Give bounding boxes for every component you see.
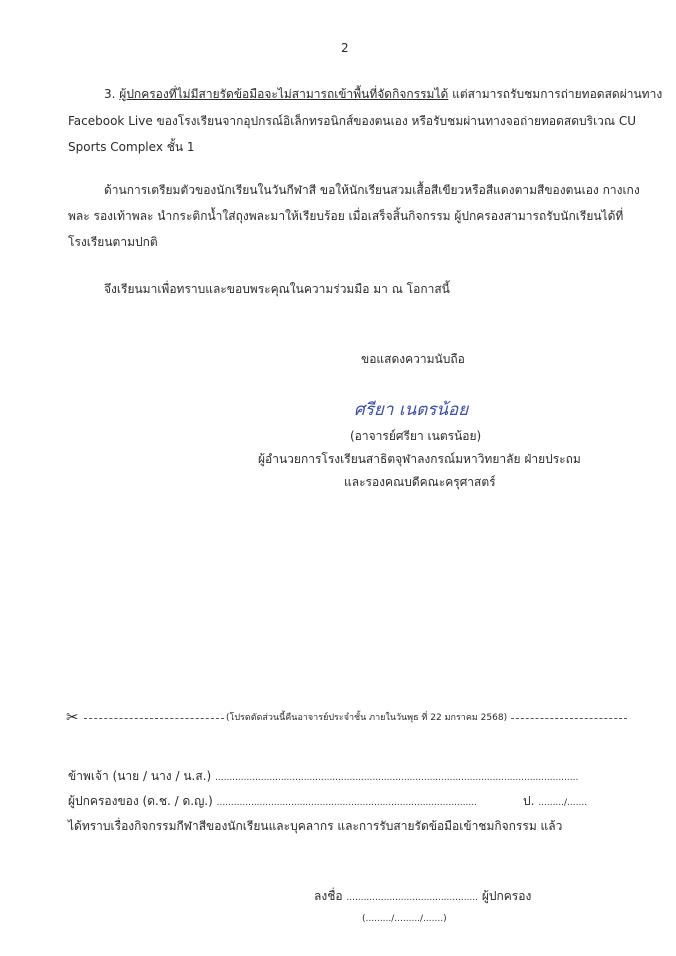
form-guardian-label: ผู้ปกครองของ (ด.ช. / ด.ญ.): [68, 794, 213, 808]
form-name-label: ข้าพเจ้า (นาย / นาง / น.ส.): [68, 769, 212, 783]
item3-line2: Facebook Live ของโรงเรียนจากอุปกรณ์อิเล็กทรอนิกส์ของตนเอง หรือรับชมผ่านทางจอถ่ายทอดสดบริเวณ CU: [68, 114, 637, 128]
item3-underlined-text: ผู้ปกครองที่ไม่มีสายรัดข้อมือจะไม่สามารถเข้าพื้นที่จัดกิจกรรมได้: [119, 87, 449, 101]
cut-line-left: [84, 718, 224, 719]
item3-rest-line1: แต่สามารถรับชมการถ่ายทอดสดผ่านทาง: [452, 87, 663, 101]
item3-number: 3.: [104, 87, 116, 101]
item3-line3: Sports Complex ชั้น 1: [68, 140, 195, 154]
signature: ศรียา เนตรน้อย: [354, 400, 469, 420]
regards: ขอแสดงความนับถือ: [361, 352, 465, 366]
form-sign-role: ผู้ปกครอง: [481, 889, 532, 903]
form-name-blank[interactable]: ...............................................................................................................................: [215, 773, 579, 783]
signer-position-2: และรองคณบดีคณะครุศาสตร์: [344, 475, 496, 489]
prep-line1: ด้านการเตรียมตัวของนักเรียนในวันกีฬาสี ขอให้นักเรียนสวมเสื้อสีเขียวหรือสีแดงตามสีของตนเอง กางเกง: [104, 183, 640, 197]
form-sign-label: ลงชื่อ: [314, 889, 343, 903]
form-ack: ได้ทราบเรื่องกิจกรรมกีฬาสีของนักเรียนและบุคลากร และการรับสายรัดข้อมือเข้าชมกิจกรรม แล้ว: [68, 819, 563, 833]
scissors-icon: ✂: [66, 708, 79, 726]
prep-line2: พละ รองเท้าพละ นำกระติกน้ำใส่ถุงพละมาให้เรียบร้อย เมื่อเสร็จสิ้นกิจกรรม ผู้ปกครองสามารถรับนักเรียนได้ที่: [68, 209, 624, 223]
page-number: 2: [341, 41, 349, 55]
signer-position-1: ผู้อำนวยการโรงเรียนสาธิตจุฬาลงกรณ์มหาวิทยาลัย ฝ่ายประถม: [258, 452, 581, 466]
closing-line: จึงเรียนมาเพื่อทราบและขอบพระคุณในความร่วมมือ มา ณ โอกาสนี้: [104, 282, 450, 296]
form-date-blank[interactable]: (........./........./.......): [362, 914, 447, 924]
prep-line3: โรงเรียนตามปกติ: [68, 235, 158, 249]
form-grade: [523, 793, 587, 809]
signer-name: (อาจารย์ศรียา เนตรน้อย): [350, 429, 482, 443]
form-grade-label: ป.: [523, 794, 535, 808]
cut-line-right: [511, 718, 627, 719]
form-sign-blank[interactable]: ..............................................: [346, 893, 479, 903]
form-line2: [68, 793, 477, 809]
form-line1: [68, 768, 578, 784]
cut-note: (โปรดตัดส่วนนี้คืนอาจารย์ประจำชั้น ภายในวันพุธ ที่ 22 มกราคม 2568): [226, 713, 508, 723]
item3-line1: [104, 86, 662, 102]
form-student-blank[interactable]: ...........................................................................................: [216, 798, 477, 808]
form-grade-blank[interactable]: ........./.......: [538, 798, 588, 808]
form-sign-line: [314, 888, 531, 904]
